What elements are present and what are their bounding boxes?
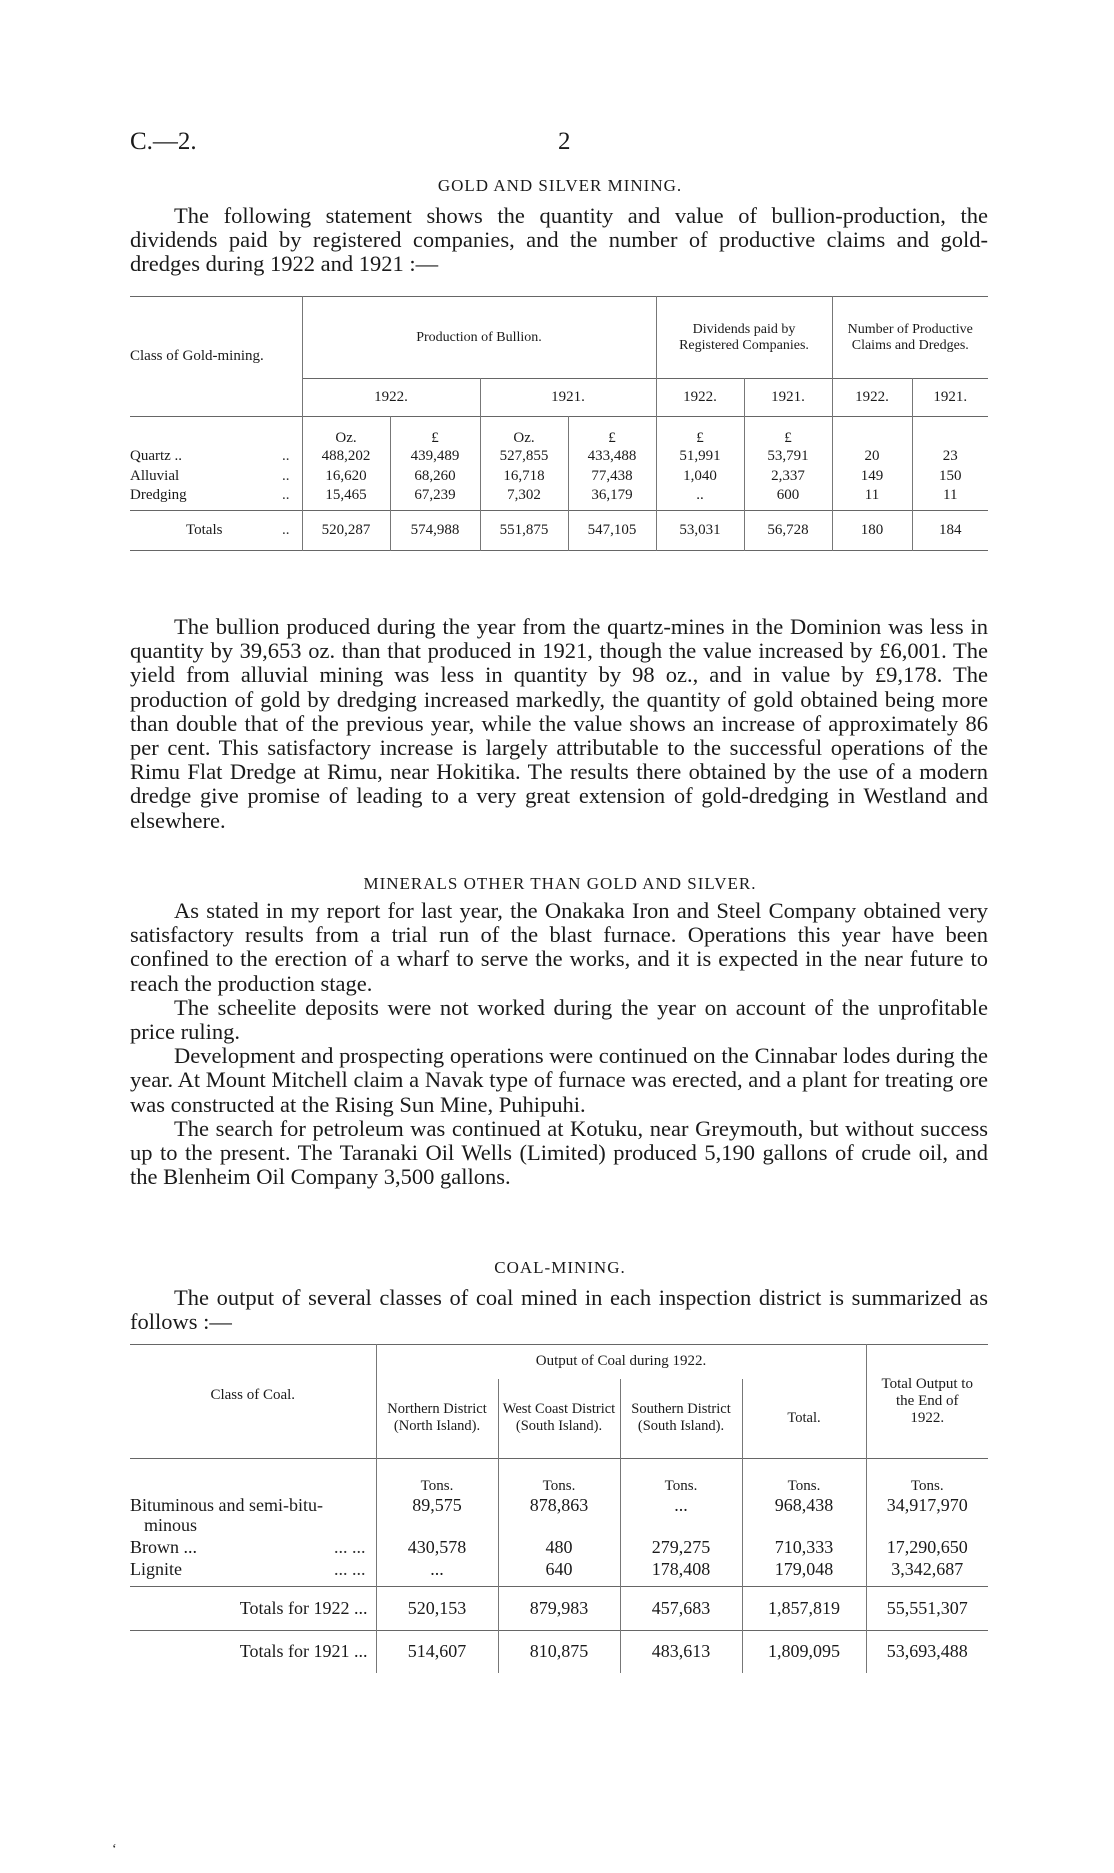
page-mark: ‘: [112, 1842, 117, 1857]
coal-cell: 3,342,687: [866, 1559, 988, 1587]
gold-section-title: GOLD AND SILVER MINING.: [437, 176, 683, 195]
gold-row-quartz: [130, 447, 988, 467]
gold-unit-cell: £: [656, 417, 744, 447]
minerals-paragraph: As stated in my report for last year, the Onakaka Iron and Steel Company obtained very satisfactory results from a trial run of the blast furnace. Operations this year have been confined to the erection of a wharf to serve the works, and it is expected in the near future to reach the production stage.: [130, 898, 988, 996]
coal-col-class-header: Class of Coal.: [210, 1387, 296, 1403]
minerals-paragraphs: [130, 899, 988, 1189]
gold-production-year-1922: 1922.: [302, 379, 480, 417]
coal-cell: 430,578: [376, 1537, 498, 1559]
gold-unit-cell: [832, 417, 912, 447]
gold-row-label: Quartz .. ..: [130, 448, 290, 464]
coal-intro-text: The output of several classes of coal mined in each inspection district is summarized as follows :—: [130, 1285, 988, 1335]
minerals-section-title: MINERALS OTHER THAN GOLD AND SILVER.: [363, 874, 757, 893]
coal-unit-cell: Tons.: [866, 1459, 988, 1495]
coal-col-southern-header: Southern District (South Island).: [620, 1379, 742, 1459]
coal-cell: ...: [376, 1559, 498, 1587]
coal-row-lignite: [130, 1559, 988, 1587]
coal-total-cell: 53,693,488: [866, 1631, 988, 1673]
coal-cell: 179,048: [742, 1559, 866, 1587]
gold-production-year-1921: 1921.: [480, 379, 656, 417]
gold-total-cell: 520,287: [302, 511, 390, 551]
gold-cell: 77,438: [568, 467, 656, 487]
gold-unit-cell: Oz.: [302, 417, 390, 447]
gold-claims-year-1922: 1922.: [832, 379, 912, 417]
coal-unit-cell: Tons.: [498, 1459, 620, 1495]
gold-production-table: [130, 296, 988, 551]
gold-cell: 68,260: [390, 467, 480, 487]
gold-dividends-group-header: Dividends paid by Registered Companies.: [656, 297, 832, 379]
gold-total-cell: 574,988: [390, 511, 480, 551]
coal-row-label: Lignite ... ...: [130, 1558, 366, 1579]
coal-output-group-header: Output of Coal during 1922.: [376, 1345, 866, 1379]
gold-total-cell: 180: [832, 511, 912, 551]
gold-col-class-header: Class of Gold-mining.: [130, 348, 264, 364]
gold-commentary-paragraph: [130, 615, 988, 833]
coal-col-end-total-header: Total Output to the End of 1922.: [866, 1345, 988, 1459]
gold-dividends-year-1922: 1922.: [656, 379, 744, 417]
gold-cell: 488,202: [302, 447, 390, 467]
gold-cell: 23: [912, 447, 988, 467]
page-number: 2: [558, 128, 571, 155]
gold-intro-text: The following statement shows the quantity and value of bullion-production, the dividends paid by registered companies, and the number of productive claims and gold-dredges during 1922 and 1921 :—: [130, 203, 988, 277]
coal-total-cell: 55,551,307: [866, 1587, 988, 1631]
gold-claims-group-header: Number of Productive Claims and Dredges.: [832, 297, 988, 379]
gold-cell: 36,179: [568, 487, 656, 511]
coal-total-cell: 1,809,095: [742, 1631, 866, 1673]
gold-row-totals: [130, 511, 988, 551]
coal-total-cell: 457,683: [620, 1587, 742, 1631]
gold-commentary-text: The bullion produced during the year from the quartz-mines in the Dominion was less in quantity by 39,653 oz. than that produced in 1921, though the value increased by £6,001. The yield from alluvial mining was less in quantity by 98 oz., and in value by £9,178. The production of gold by dredging increased markedly, the quantity of gold obtained being more than double that of the previous year, while the value shows an increase of approximately 86 per cent. This satisfactory increase is largely attributable to the successful operations of the Rimu Flat Dredge at Rimu, near Hokitika. The results there obtained by the use of a modern dredge give promise of leading to a very great extension of gold-dredging in Westland and elsewhere.: [130, 614, 988, 833]
gold-row-label: Alluvial ..: [130, 468, 290, 484]
gold-cell: 150: [912, 467, 988, 487]
minerals-paragraph: The scheelite deposits were not worked during the year on account of the unprofitable price ruling.: [130, 994, 988, 1045]
coal-col-northern-header: Northern District (North Island).: [376, 1379, 498, 1459]
coal-row-totals-1921: [130, 1631, 988, 1673]
gold-unit-cell: £: [744, 417, 832, 447]
gold-cell: 15,465: [302, 487, 390, 511]
coal-cell: ...: [620, 1495, 742, 1537]
gold-row-label: Dredging ..: [130, 486, 290, 503]
coal-section-title: COAL-MINING.: [494, 1258, 626, 1277]
coal-cell: 178,408: [620, 1559, 742, 1587]
coal-cell: 279,275: [620, 1537, 742, 1559]
gold-cell: 600: [744, 487, 832, 511]
coal-totals-1922-label: Totals for 1922 ...: [239, 1598, 368, 1618]
document-reference: C.—2.: [130, 128, 197, 155]
coal-col-westcoast-header: West Coast District (South Island).: [498, 1379, 620, 1459]
coal-cell: 968,438: [742, 1495, 866, 1537]
gold-total-cell: 56,728: [744, 511, 832, 551]
gold-cell: 527,855: [480, 447, 568, 467]
gold-intro-paragraph: [130, 204, 988, 277]
gold-unit-cell: [912, 417, 988, 447]
coal-cell: 480: [498, 1537, 620, 1559]
coal-unit-cell: Tons.: [376, 1459, 498, 1495]
gold-cell: 20: [832, 447, 912, 467]
coal-cell: 640: [498, 1559, 620, 1587]
gold-cell: 11: [912, 487, 988, 511]
gold-production-group-header: Production of Bullion.: [302, 297, 656, 379]
coal-totals-1921-label: Totals for 1921 ...: [239, 1641, 368, 1662]
gold-row-alluvial: [130, 467, 988, 487]
gold-cell: 1,040: [656, 467, 744, 487]
coal-cell: 89,575: [376, 1495, 498, 1537]
minerals-paragraph: Development and prospecting operations were continued on the Cinnabar lodes during the year. At Mount Mitchell claim a Navak type of furnace was erected, and a plant for treating ore was constructed at the Rising Sun Mine, Puhipuhi.: [130, 1043, 988, 1117]
coal-total-cell: 520,153: [376, 1587, 498, 1631]
gold-cell: 439,489: [390, 447, 480, 467]
coal-total-cell: 483,613: [620, 1631, 742, 1673]
gold-cell: 51,991: [656, 447, 744, 467]
coal-cell: 34,917,970: [866, 1495, 988, 1537]
coal-intro-paragraph: [130, 1286, 988, 1334]
gold-cell: 7,302: [480, 487, 568, 511]
gold-cell: 53,791: [744, 447, 832, 467]
coal-row-bituminous: [130, 1495, 988, 1537]
coal-row-label: Brown ... ... ...: [130, 1537, 366, 1557]
gold-total-cell: 53,031: [656, 511, 744, 551]
coal-row-brown: [130, 1537, 988, 1559]
coal-unit-cell: Tons.: [620, 1459, 742, 1495]
gold-total-cell: 184: [912, 511, 988, 551]
gold-unit-cell: £: [568, 417, 656, 447]
coal-total-cell: 1,857,819: [742, 1587, 866, 1631]
gold-row-dredging: [130, 487, 988, 511]
gold-cell: 16,620: [302, 467, 390, 487]
coal-col-total-header: Total.: [742, 1379, 866, 1459]
gold-total-cell: 547,105: [568, 511, 656, 551]
gold-cell: 16,718: [480, 467, 568, 487]
gold-claims-year-1921: 1921.: [912, 379, 988, 417]
gold-cell: 433,488: [568, 447, 656, 467]
coal-total-cell: 879,983: [498, 1587, 620, 1631]
gold-cell: 11: [832, 487, 912, 511]
coal-cell: 878,863: [498, 1495, 620, 1537]
gold-unit-cell: Oz.: [480, 417, 568, 447]
gold-cell: 67,239: [390, 487, 480, 511]
coal-row-label: Bituminous and semi-bitu- minous: [130, 1494, 323, 1535]
gold-cell: 149: [832, 467, 912, 487]
coal-cell: 710,333: [742, 1537, 866, 1559]
coal-total-cell: 810,875: [498, 1631, 620, 1673]
minerals-paragraph: The search for petroleum was continued at Kotuku, near Greymouth, but without success up to the present. The Taranaki Oil Wells (Limited) produced 5,190 gallons of crude oil, and the Blenheim Oil Company 3,500 gallons.: [130, 1115, 988, 1190]
coal-units-blank: [130, 1459, 376, 1495]
coal-total-cell: 514,607: [376, 1631, 498, 1673]
coal-cell: 17,290,650: [866, 1537, 988, 1559]
gold-unit-cell: £: [390, 417, 480, 447]
gold-dividends-year-1921: 1921.: [744, 379, 832, 417]
gold-units-blank: [130, 417, 302, 447]
gold-cell: 2,337: [744, 467, 832, 487]
coal-output-table: [130, 1344, 988, 1673]
gold-totals-label: Totals ..: [186, 522, 290, 538]
gold-total-cell: 551,875: [480, 511, 568, 551]
gold-cell: ..: [656, 487, 744, 511]
coal-unit-cell: Tons.: [742, 1459, 866, 1495]
coal-row-totals-1922: [130, 1587, 988, 1631]
